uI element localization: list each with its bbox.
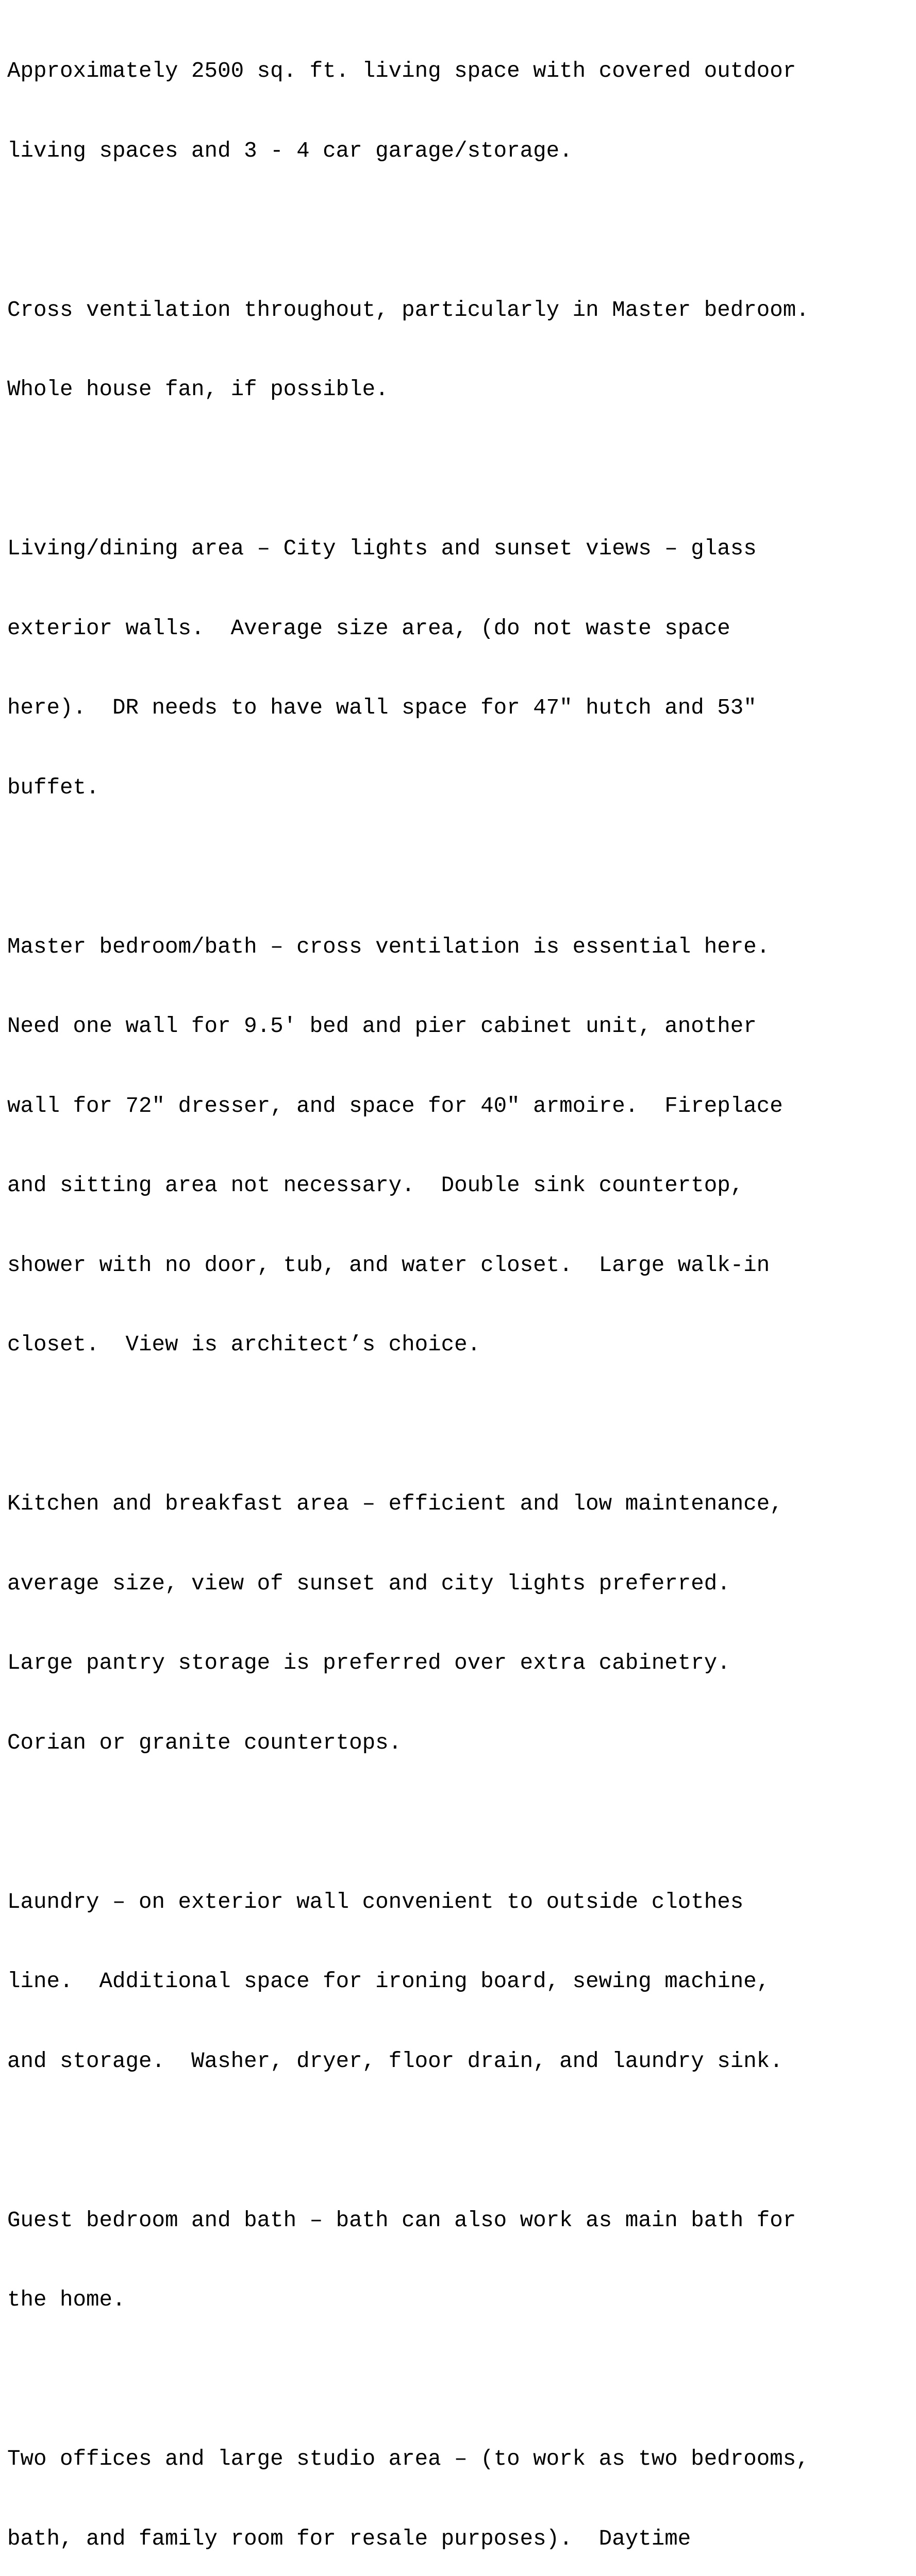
text-line: Laundry – on exterior wall convenient to outside clothes [7,1889,744,1914]
paragraph-overview [7,5,909,217]
text-line: Large pantry storage is preferred over extra cabinetry. [7,1651,730,1675]
text-line: exterior walls. Average size area, (do not waste space [7,616,730,641]
text-line: the home. [7,2287,126,2312]
text-line: Master bedroom/bath – cross ventilation is essential here. [7,934,770,959]
text-line: living spaces and 3 - 4 car garage/storage. [7,138,573,163]
text-line: Need one wall for 9.5′ bed and pier cabinet unit, another [7,1014,757,1039]
text-line: Kitchen and breakfast area – efficient and low maintenance, [7,1492,783,1516]
text-line: and sitting area not necessary. Double sink countertop, [7,1173,744,1198]
text-line: Corian or granite countertops. [7,1730,402,1755]
text-line: closet. View is architect’s choice. [7,1332,481,1357]
paragraph-offices [7,2393,909,2576]
text-line: Approximately 2500 sq. ft. living space with covered outdoor [7,59,796,83]
text-line: Two offices and large studio area – (to work as two bedrooms, [7,2447,809,2471]
paragraph-ventilation [7,244,909,456]
text-line: bath, and family room for resale purposes). Daytime [7,2526,691,2551]
text-line: Whole house fan, if possible. [7,377,389,402]
paragraph-kitchen [7,1438,909,1809]
text-line: average size, view of sunset and city lights preferred. [7,1571,730,1596]
text-line: buffet. [7,775,99,800]
text-line: and storage. Washer, dryer, floor drain, and laundry sink. [7,2048,783,2074]
text-line: Cross ventilation throughout, particularly in Master bedroom. [7,297,809,323]
paragraph-living-dining [7,483,909,854]
text-line: wall for 72″ dresser, and space for 40″ armoire. Fireplace [7,1093,783,1118]
paragraph-master-bedroom [7,881,909,1412]
text-line: Living/dining area – City lights and sunset views – glass [7,536,757,561]
paragraph-laundry [7,1836,909,2128]
text-line: Guest bedroom and bath – bath can also work as main bath for [7,2208,796,2233]
document-body [7,5,909,2576]
text-line: shower with no door, tub, and water closet. Large walk-in [7,1252,770,1278]
text-line: line. Additional space for ironing board, sewing machine, [7,1969,770,1994]
paragraph-guest [7,2155,909,2367]
text-line: here). DR needs to have wall space for 47″ hutch and 53″ [7,696,757,720]
